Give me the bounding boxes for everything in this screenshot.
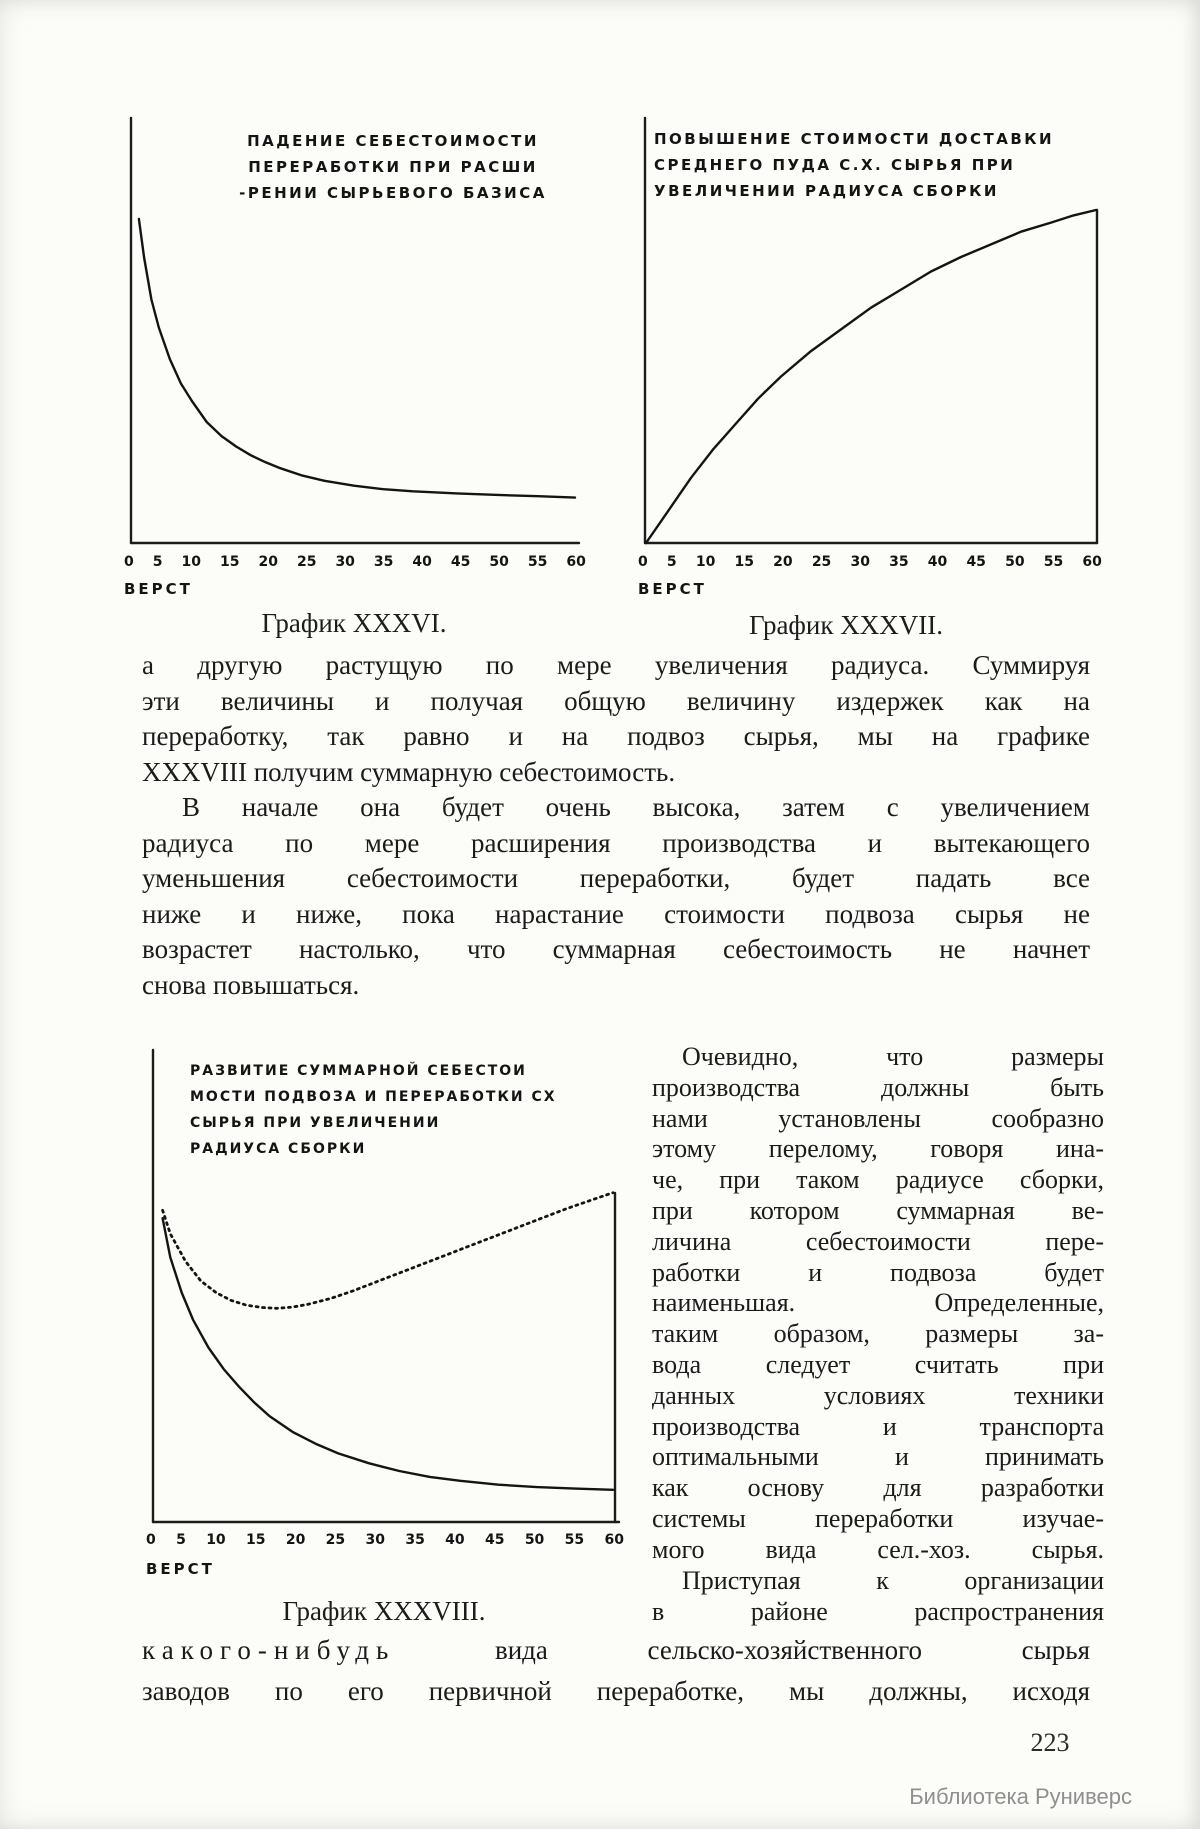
x-axis-unit-label: ВЕРСТ — [638, 580, 707, 598]
tick-label: 10 — [181, 554, 201, 570]
page-number: 223 — [1030, 1728, 1070, 1757]
text-line: работки и подвоза будет — [652, 1257, 1104, 1287]
text-line: данных условиях техники — [652, 1380, 1104, 1410]
text-line — [142, 1630, 1090, 1671]
right-column-paragraph-2 — [652, 1566, 1104, 1628]
text-line: мого вида сел.-хоз. сырья. — [652, 1534, 1104, 1564]
processing-cost-curve — [163, 1218, 613, 1490]
delivery-cost-curve — [646, 210, 1096, 543]
chart-xxxvii — [636, 112, 1112, 642]
tick-label: 45 — [966, 554, 986, 570]
text-line: этому перелому, говоря ина- — [652, 1134, 1104, 1164]
x-axis-tick-labels — [146, 1532, 624, 1548]
text-line: личина себестоимости пере- — [652, 1226, 1104, 1256]
text-line: XXXVIII получим суммарную себестоимость. — [142, 756, 676, 787]
chart-title — [654, 126, 1094, 204]
text-line: Очевидно, что размеры — [682, 1042, 1104, 1071]
text-line: уменьшения себестоимости переработки, будет падать все — [142, 863, 1090, 893]
chart-caption: График XXXVI. — [261, 608, 447, 638]
tick-label: 60 — [1082, 554, 1102, 570]
tick-label: 30 — [365, 1532, 385, 1548]
library-watermark: Библиотека Руниверс — [909, 1784, 1132, 1809]
chart-title-line: ПОВЫШЕНИЕ СТОИМОСТИ ДОСТАВКИ — [654, 130, 1055, 148]
tick-label: 10 — [206, 1532, 226, 1548]
text-line: заводов по его первичной переработке, мы должны, исходя — [142, 1676, 1090, 1706]
text-line: эти величины и получая общую величину издержек как на — [142, 685, 1090, 716]
tick-label: 55 — [527, 554, 548, 570]
right-column-paragraph-1 — [652, 1042, 1104, 1566]
text-line: ниже и ниже, пока нарастание стоимости подвоза сырья не — [142, 898, 1090, 929]
tick-label: 55 — [1043, 554, 1064, 570]
text-line: че, при таком радиусе сборки, — [652, 1165, 1104, 1195]
chart-title-line: СРЕДНЕГО ПУДА С.Х. СЫРЬЯ ПРИ — [654, 156, 1016, 174]
text-line: нами установлены сообразно — [652, 1103, 1104, 1133]
tick-label: 15 — [246, 1532, 266, 1548]
processing-cost-curve — [139, 219, 575, 498]
tick-label: 15 — [734, 554, 754, 570]
tick-label: 60 — [604, 1532, 624, 1548]
tick-label: 20 — [773, 554, 793, 570]
text-line: таким образом, размеры за- — [652, 1319, 1104, 1349]
chart-title-line: МОСТИ ПОДВОЗА И ПЕРЕРАБОТКИ СХ — [190, 1089, 557, 1105]
tick-label: 35 — [889, 554, 909, 570]
text-line: при котором суммарная ве- — [652, 1195, 1104, 1225]
text-line: снова повышаться. — [142, 969, 360, 1000]
text-line: вода следует считать при — [652, 1349, 1104, 1379]
x-axis-tick-labels — [124, 554, 586, 570]
tick-label: 15 — [219, 554, 240, 570]
tick-label: 40 — [927, 554, 948, 570]
text-line: Приступая к организации — [682, 1566, 1104, 1595]
tick-label: 5 — [152, 554, 163, 570]
paragraph-1 — [142, 648, 1090, 790]
tick-label: 40 — [445, 1532, 465, 1548]
paragraph-2 — [142, 790, 1090, 1003]
tick-label: 35 — [373, 554, 394, 570]
x-axis-tick-labels — [638, 554, 1102, 570]
text-line: производства и транспорта — [652, 1411, 1104, 1441]
tick-label: 5 — [176, 1532, 186, 1548]
tick-label: 45 — [484, 1532, 505, 1548]
tick-label: 20 — [258, 554, 278, 570]
chart-title-line: РАЗВИТИЕ СУММАРНОЙ СЕБЕСТОИ — [190, 1063, 527, 1079]
chart-title-line: РАДИУСА СБОРКИ — [190, 1141, 367, 1157]
line-rest: вида сельско-хозяйственного сырья — [494, 1635, 1091, 1665]
text-line: возрастет настолько, что суммарная себестоимость не начнет — [142, 934, 1090, 964]
chart-caption: График XXXVII. — [749, 610, 943, 640]
text-line: В начале она будет очень высока, затем с увеличением — [182, 792, 1090, 822]
tick-label: 35 — [405, 1532, 425, 1548]
tick-label: 30 — [850, 554, 870, 570]
tick-label: 45 — [450, 554, 471, 570]
tick-label: 50 — [1005, 554, 1025, 570]
chart-caption: График XXXVIII. — [282, 1596, 486, 1626]
text-line: оптимальными и принимать — [652, 1442, 1104, 1472]
tick-label: 60 — [566, 554, 586, 570]
chart-xxxvi — [118, 112, 590, 642]
tick-label: 20 — [285, 1532, 306, 1548]
chart-title-line: УВЕЛИЧЕНИИ РАДИУСА СБОРКИ — [654, 182, 999, 200]
chart-title — [190, 1058, 570, 1162]
text-line: переработку, так равно и на подвоз сырья, мы на графике — [142, 721, 1090, 751]
text-line: а другую растущую по мере увеличения радиуса. Суммируя — [142, 650, 1090, 680]
paragraph-continuation — [142, 1630, 1090, 1712]
text-line: в районе распространения — [652, 1596, 1104, 1626]
tick-label: 50 — [524, 1532, 545, 1548]
tick-label: 5 — [666, 554, 677, 570]
tick-label: 40 — [412, 554, 432, 570]
tick-label: 25 — [811, 554, 832, 570]
tick-label: 10 — [695, 554, 716, 570]
tick-label: 50 — [489, 554, 509, 570]
chart-title-line: СЫРЬЯ ПРИ УВЕЛИЧЕНИИ — [190, 1115, 441, 1131]
chart-xxxviii — [138, 1040, 644, 1640]
x-axis-unit-label: ВЕРСТ — [124, 580, 193, 598]
tick-label: 0 — [124, 554, 134, 570]
total-cost-curve — [163, 1193, 613, 1309]
text-line: радиуса по мере расширения производства и вытекающего — [142, 827, 1090, 858]
spaced-word: какого-нибудь — [142, 1635, 396, 1665]
chart-title-line: -РЕНИИ СЫРЬЕВОГО БАЗИСА — [239, 184, 547, 202]
chart-title-line: ПЕРЕРАБОТКИ ПРИ РАСШИ — [248, 158, 538, 176]
tick-label: 25 — [325, 1532, 346, 1548]
text-line: системы переработки изучае- — [652, 1503, 1104, 1533]
tick-label: 0 — [638, 554, 648, 570]
chart-title-line: ПАДЕНИЕ СЕБЕСТОИМОСТИ — [247, 132, 539, 150]
tick-label: 0 — [146, 1532, 156, 1548]
text-line: как основу для разработки — [652, 1473, 1104, 1503]
text-line: наименьшая. Определенные, — [652, 1288, 1104, 1318]
x-axis-unit-label: ВЕРСТ — [146, 1560, 215, 1578]
tick-label: 30 — [335, 554, 355, 570]
chart-title — [213, 128, 573, 206]
text-line: производства должны быть — [652, 1072, 1104, 1102]
tick-label: 25 — [296, 554, 317, 570]
tick-label: 55 — [564, 1532, 585, 1548]
